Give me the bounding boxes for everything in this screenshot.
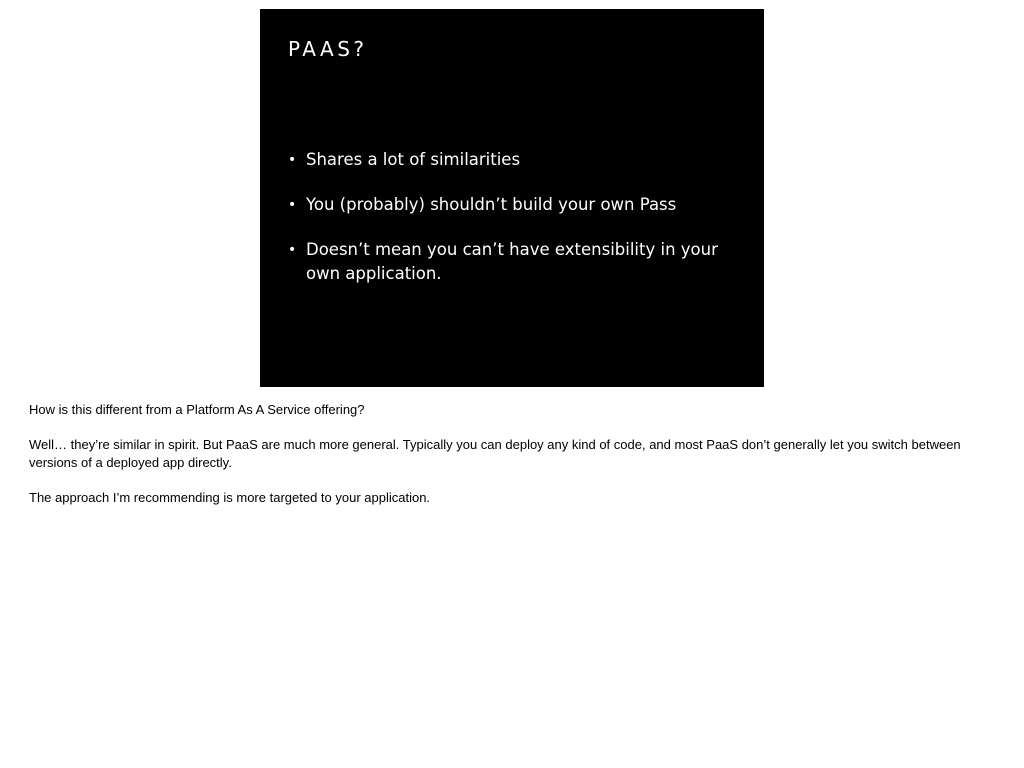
note-paragraph: Well… they’re similar in spirit. But PaaS are much more general. Typically you can deploy any kind of code, and most PaaS don’t generally let you switch between versions of a deployed app directly. bbox=[29, 437, 961, 470]
bullet-list bbox=[288, 148, 748, 307]
slide-title: PAAS? bbox=[288, 37, 368, 61]
bullet-item bbox=[288, 238, 748, 286]
bullet-dot-icon: • bbox=[288, 152, 297, 168]
bullet-item bbox=[288, 148, 748, 172]
bullet-text: Doesn’t mean you can’t have extensibility in your own application. bbox=[306, 240, 718, 283]
bullet-dot-icon: • bbox=[288, 242, 297, 258]
note-paragraph: The approach I’m recommending is more targeted to your application. bbox=[29, 490, 431, 505]
slide bbox=[260, 9, 764, 387]
bullet-dot-icon: • bbox=[288, 197, 297, 213]
bullet-text: Shares a lot of similarities bbox=[306, 150, 521, 169]
note-paragraph: How is this different from a Platform As A Service offering? bbox=[29, 402, 365, 417]
bullet-item bbox=[288, 193, 748, 217]
speaker-notes bbox=[29, 401, 979, 524]
bullet-text: You (probably) shouldn’t build your own Pass bbox=[306, 195, 677, 214]
